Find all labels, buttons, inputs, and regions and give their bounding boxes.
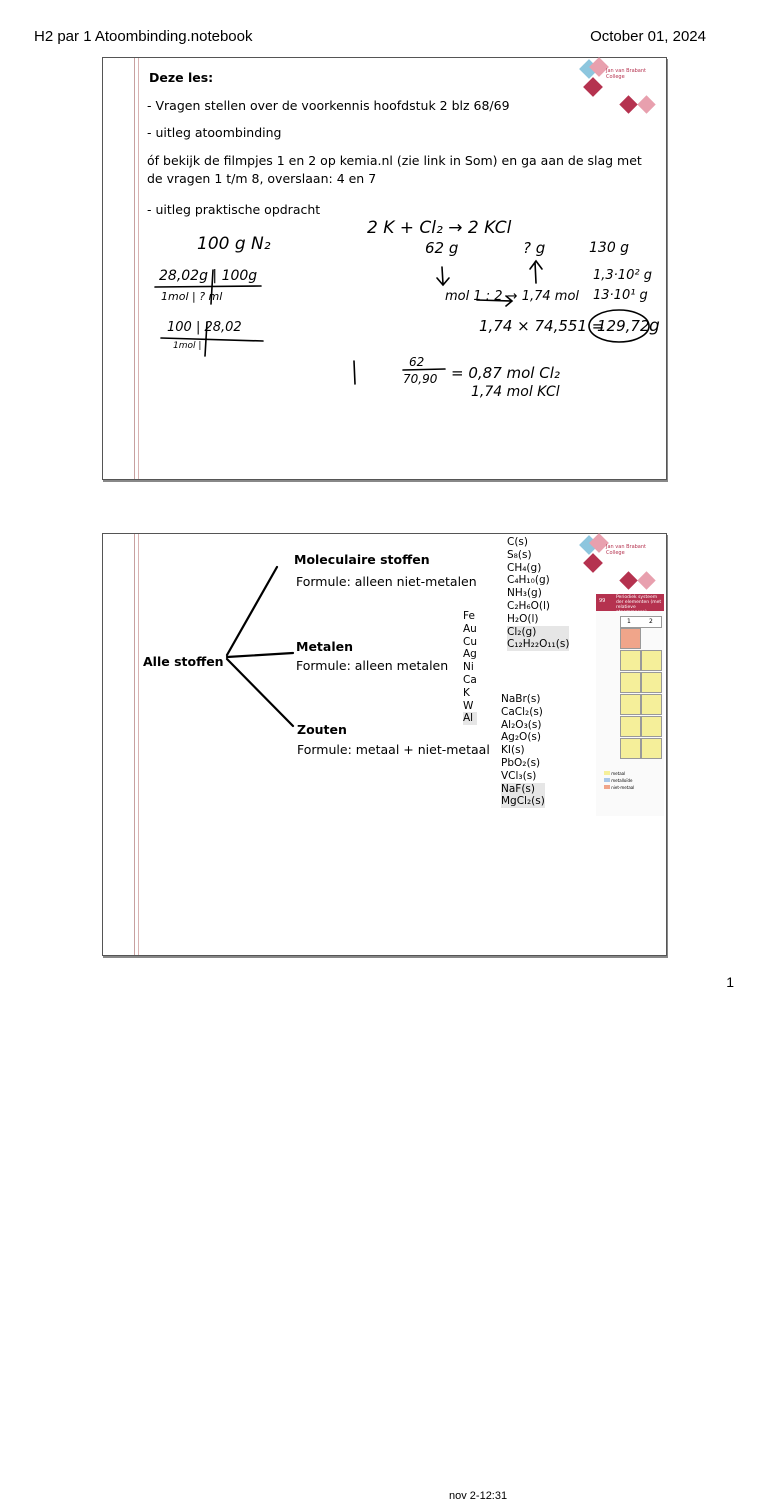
bullet-1: - Vragen stellen over de voorkennis hoofdstuk 2 blz 68/69 bbox=[147, 98, 510, 113]
example-item: Ni bbox=[463, 661, 474, 674]
slide-1[interactable] bbox=[102, 57, 667, 480]
hand-unknown: ? g bbox=[523, 239, 546, 257]
example-item: NH₃(g) bbox=[507, 587, 542, 600]
hand-equation: 2 K + Cl₂ → 2 KCl bbox=[367, 218, 512, 238]
hand-answer: 129,72 bbox=[597, 317, 650, 335]
hand-mass-n2: 100 g N₂ bbox=[197, 234, 271, 254]
example-item: Au bbox=[463, 622, 477, 635]
hand-frac-den: 70,90 bbox=[403, 372, 438, 386]
metal-examples bbox=[463, 610, 477, 725]
notebook-filename: H2 par 1 Atoombinding.notebook bbox=[34, 28, 253, 45]
periodic-table-legend: metaal metalloïde niet-metaal bbox=[604, 770, 634, 791]
periodic-table-title: Periodiek systeem der elementen (met relatieve atoommassa) bbox=[616, 595, 662, 615]
hand-side-b: 1,3·10² g bbox=[593, 268, 652, 283]
hand-ratio2-top: 100 | 28,02 bbox=[167, 320, 242, 335]
hand-ratio-top: 28,02g | 100g bbox=[159, 268, 258, 284]
example-item: C₁₂H₂₂O₁₁(s) bbox=[507, 638, 570, 651]
example-item: Ca bbox=[463, 673, 477, 686]
example-item: C₄H₁₀(g) bbox=[507, 574, 550, 587]
example-item: Ag bbox=[463, 648, 477, 661]
example-item: NaBr(s) bbox=[501, 693, 541, 705]
periodic-table-page: 99 bbox=[599, 598, 606, 604]
example-item: K bbox=[463, 686, 470, 699]
branch-molecular-formula: Formule: alleen niet-metalen bbox=[296, 574, 477, 589]
salt-examples bbox=[501, 693, 545, 808]
slide-2[interactable] bbox=[102, 533, 667, 1502]
hand-ratio2-bottom: 1mol | bbox=[173, 341, 202, 351]
notebook-date: October 01, 2024 bbox=[590, 28, 706, 45]
example-item: Fe bbox=[463, 610, 475, 622]
example-item: C₂H₆O(l) bbox=[507, 599, 551, 612]
school-logo: Jan van Brabant College bbox=[578, 536, 664, 602]
branch-salt-title: Zouten bbox=[297, 722, 347, 737]
periodic-table-image bbox=[596, 594, 664, 816]
bullet-3-cont: de vragen 1 t/m 8, overslaan: 4 en 7 bbox=[147, 171, 377, 186]
page-number: 1 bbox=[726, 974, 734, 990]
slide-1-title: Deze les: bbox=[149, 70, 214, 85]
branch-molecular-title: Moleculaire stoffen bbox=[294, 552, 430, 567]
example-item: Ag₂O(s) bbox=[501, 731, 541, 744]
hand-ratio-bottom: 1mol | ? ml bbox=[161, 290, 223, 303]
example-item: PbO₂(s) bbox=[501, 756, 541, 769]
example-item: H₂O(l) bbox=[507, 612, 539, 625]
slide-2-timestamp: nov 2-12:31 bbox=[449, 1490, 508, 1502]
example-item: CaCl₂(s) bbox=[501, 705, 543, 718]
hand-answer-unit: g bbox=[649, 316, 660, 336]
example-item: C(s) bbox=[507, 536, 528, 548]
bullet-4: - uitleg praktische opdracht bbox=[147, 202, 321, 217]
column-label: 1 bbox=[627, 618, 631, 625]
hand-side-c: 13·10¹ g bbox=[593, 288, 648, 303]
branch-metal-formula: Formule: alleen metalen bbox=[296, 658, 449, 673]
molecular-examples bbox=[507, 536, 569, 651]
column-label: 2 bbox=[649, 618, 653, 625]
root-label: Alle stoffen bbox=[143, 654, 224, 669]
hand-frac-result2: 1,74 mol KCl bbox=[471, 384, 560, 400]
hand-mult: 1,74 × 74,551 = bbox=[479, 317, 605, 335]
bullet-3: óf bekijk de filmpjes 1 en 2 op kemia.nl (zie link in Som) en ga aan de slag met bbox=[147, 153, 642, 168]
example-item: Cu bbox=[463, 635, 477, 648]
handwriting-strokes bbox=[103, 58, 666, 479]
example-item: Al₂O₃(s) bbox=[501, 718, 542, 731]
branch-salt-formula: Formule: metaal + niet-metaal bbox=[297, 742, 490, 757]
example-item: MgCl₂(s) bbox=[501, 795, 545, 808]
example-item: Al bbox=[463, 712, 477, 725]
example-item: S₈(s) bbox=[507, 548, 532, 561]
hand-frac-num: 62 bbox=[409, 355, 425, 369]
bullet-2: - uitleg atoombinding bbox=[147, 125, 282, 140]
hand-mol-ratio: mol 1 : 2 → 1,74 mol bbox=[445, 289, 580, 304]
example-item: KI(s) bbox=[501, 744, 525, 757]
example-item: VCl₃(s) bbox=[501, 769, 537, 782]
hand-side-a: 130 g bbox=[589, 240, 630, 256]
example-item: W bbox=[463, 699, 474, 712]
example-item: NaF(s) bbox=[501, 783, 545, 796]
periodic-table-header bbox=[596, 594, 664, 615]
example-item: CH₄(g) bbox=[507, 561, 542, 574]
hand-frac-result: = 0,87 mol Cl₂ bbox=[451, 364, 560, 382]
branch-metal-title: Metalen bbox=[296, 639, 353, 654]
example-item: Cl₂(g) bbox=[507, 626, 569, 639]
school-logo: Jan van Brabant College bbox=[578, 60, 664, 126]
hand-mass-cl2: 62 g bbox=[425, 239, 459, 257]
